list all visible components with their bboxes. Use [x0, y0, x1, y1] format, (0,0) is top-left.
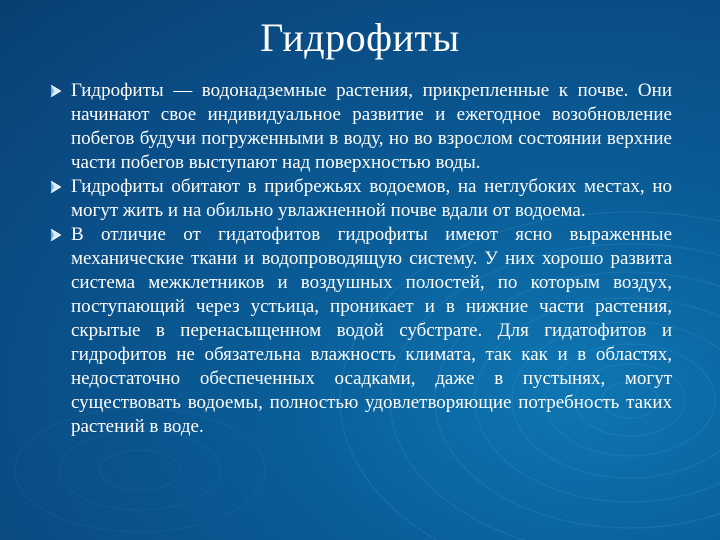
bullet-text: Гидрофиты обитают в прибрежьях водоемов, на неглубоких местах, но могут жить и на обильно увлажненной почве вдали от водоема.	[71, 176, 672, 221]
bullet-item	[50, 79, 672, 175]
arrowhead-bullet-icon	[50, 181, 61, 193]
arrowhead-bullet-icon	[50, 229, 61, 241]
bullet-text: В отличие от гидатофитов гидрофиты имеют ясно выраженные механические ткани и водопроводящую систему. У них хорошо развита система межклетников и воздушных полостей, по которым воздух, поступающий через устьица, проникает и в нижние части растения, скрытые в перенасыщенном водой субстрате. Для гидатофитов и гидрофитов не обязательна влажность климата, так как и в областях, недостаточно обеспеченных осадками, даже в пустынях, могут существовать водоемы, полностью удовлетворяющие потребность таких растений в воде.	[71, 224, 672, 437]
bullet-text: Гидрофиты — водонадземные растения, прикрепленные к почве. Они начинают свое индивидуальное развитие и ежегодное возобновление побегов будучи погруженными в воду, но во взрослом состоянии верхние части побегов выступают над поверхностью воды.	[71, 80, 672, 173]
slide-title: Гидрофиты	[260, 15, 460, 60]
bullet-item	[50, 175, 672, 223]
bullet-item	[50, 223, 672, 439]
arrowhead-bullet-icon	[50, 85, 61, 97]
bullet-list	[50, 79, 672, 439]
